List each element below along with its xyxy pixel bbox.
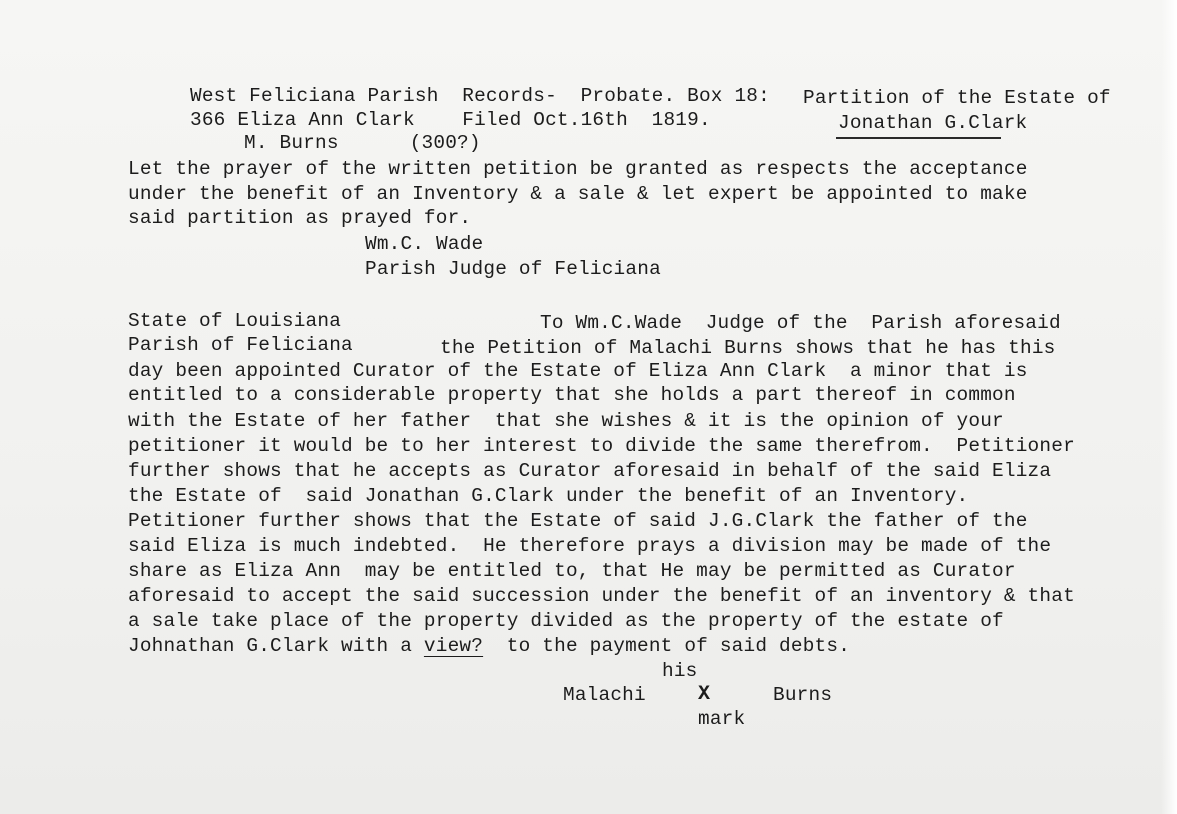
- signature-last-name: Burns: [773, 684, 833, 706]
- order-line-1: Let the prayer of the written petition be granted as respects the acceptance: [128, 158, 1028, 180]
- petition-last-line-start: Johnathan G.Clark with a: [128, 635, 424, 657]
- petition-underlined-word: view?: [423, 635, 484, 657]
- signature-first-name: Malachi: [563, 684, 646, 706]
- petition-line-10: aforesaid to accept the said succession under the benefit of an inventory & that: [128, 585, 1075, 607]
- petition-line-9: share as Eliza Ann may be entitled to, that He may be permitted as Curator: [128, 560, 1016, 582]
- petition-opening: the Petition of Malachi Burns shows that he has this: [440, 337, 1056, 359]
- header-line-2-left: 366 Eliza Ann Clark Filed Oct.16th 1819.: [190, 109, 711, 131]
- petition-line-11: a sale take place of the property divided as the property of the estate of: [128, 610, 1004, 632]
- order-line-3: said partition as prayed for.: [128, 207, 472, 229]
- signature-mark-x: X: [698, 683, 711, 706]
- petition-addressee: To Wm.C.Wade Judge of the Parish aforesaid: [540, 312, 1061, 334]
- petition-line-2: entitled to a considerable property that she holds a part thereof in common: [128, 384, 1016, 406]
- petition-line-8: said Eliza is much indebted. He therefore prays a division may be made of the: [128, 535, 1052, 557]
- page-edge: [1161, 0, 1177, 814]
- estate-name-underline: [836, 137, 1001, 139]
- petition-line-1: day been appointed Curator of the Estate of Eliza Ann Clark a minor that is: [128, 360, 1028, 382]
- petition-line-3: with the Estate of her father that she wishes & it is the opinion of your: [128, 410, 1004, 432]
- petition-line-4: petitioner it would be to her interest to divide the same therefrom. Petitioner: [128, 435, 1075, 457]
- petition-parish: Parish of Feliciana: [128, 334, 353, 356]
- petition-last-line: [128, 634, 850, 658]
- order-signature-name: Wm.C. Wade: [365, 233, 484, 255]
- header-line-3: M. Burns (300?): [244, 132, 481, 154]
- header-line-2-right: Jonathan G.Clark: [838, 112, 1028, 134]
- signature-his: his: [662, 660, 698, 682]
- order-signature-title: Parish Judge of Feliciana: [365, 258, 661, 280]
- order-line-2: under the benefit of an Inventory & a sale & let expert be appointed to make: [128, 183, 1028, 205]
- header-line-1-right: Partition of the Estate of: [803, 87, 1111, 109]
- petition-last-line-end: to the payment of said debts.: [483, 635, 851, 657]
- petition-line-5: further shows that he accepts as Curator aforesaid in behalf of the said Eliza: [128, 460, 1052, 482]
- petition-line-6: the Estate of said Jonathan G.Clark under the benefit of an Inventory.: [128, 485, 969, 507]
- header-line-1-left: West Feliciana Parish Records- Probate. Box 18:: [190, 85, 770, 107]
- signature-mark: mark: [698, 708, 746, 730]
- petition-line-7: Petitioner further shows that the Estate of said J.G.Clark the father of the: [128, 510, 1028, 532]
- petition-state: State of Louisiana: [128, 310, 342, 332]
